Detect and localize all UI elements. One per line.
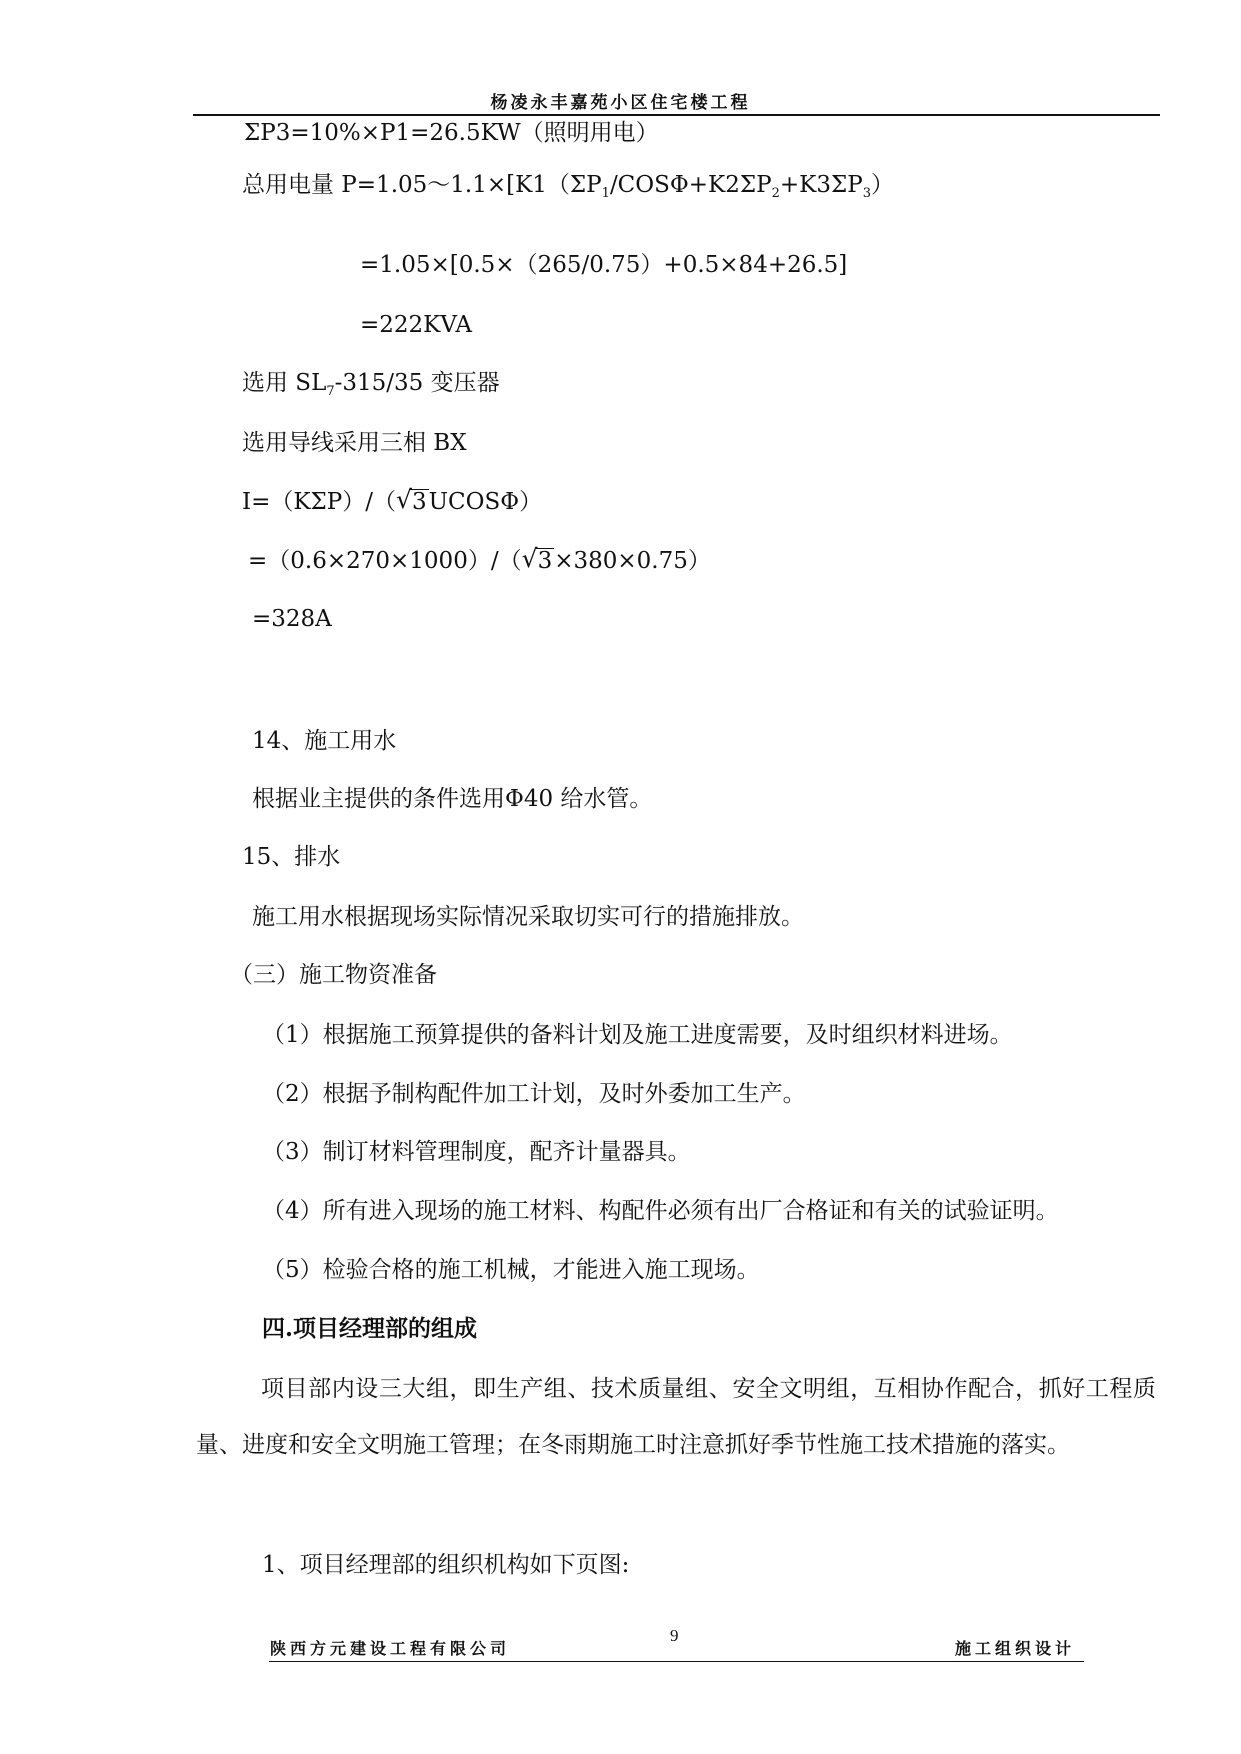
calc-total-sub2: 2 [771,186,780,201]
calc-total-mid1: /COSΦ+K2ΣP [609,172,772,198]
footer-doc-type: 施工组织设计 [955,1639,1076,1658]
section-materials-title: （三）施工物资准备 [230,962,437,988]
materials-item: （1）根据施工预算提供的备料计划及施工进度需要，及时组织材料进场。 [262,1022,1013,1048]
calc-total-suffix: ） [870,172,894,198]
calc-p3-line: ΣP3=10%×P1=26.5KW（照明用电） [244,120,659,146]
section-water-text: 根据业主提供的条件选用Φ40 给水管。 [252,786,653,812]
calc-current-eq-suffix: ×380×0.75） [554,548,711,574]
calc-transformer-line [242,368,500,398]
footer-page-number: 9 [670,1626,679,1645]
calc-transformer-sub: 7 [326,384,335,399]
materials-item: （5）检验合格的施工机械，才能进入施工现场。 [262,1257,760,1283]
section-water-title: 14、施工用水 [252,728,397,754]
calc-current-result: =328A [252,606,332,632]
section-dept-heading: 四.项目经理部的组成 [262,1315,478,1342]
calc-current-prefix: I=（KΣP）/（ [242,489,397,515]
calc-wire-line: 选用导线采用三相 BX [242,430,467,456]
sqrt-symbol: √ 3 [396,485,427,515]
calc-current-suffix: UCOSΦ） [428,489,543,515]
calc-current-formula [242,487,542,517]
header-title: 杨凌永丰嘉苑小区住宅楼工程 [490,93,751,113]
sqrt-symbol: √ 3 [521,544,553,574]
section-dept-paragraph: 项目部内设三大组，即生产组、技术质量组、安全文明组，互相协作配合，抓好工程质量、进度和安全文明施工管理；在冬雨期施工时注意抓好季节性施工技术措施的落实。 [196,1376,1156,1458]
section-drain-text: 施工用水根据现场实际情况采取切实可行的措施排放。 [252,904,804,930]
calc-current-eq-prefix: =（0.6×270×1000）/（ [248,548,522,574]
calc-total-mid2: +K3ΣP [779,172,863,198]
calc-total-result: =222KVA [360,312,473,338]
calc-total-sub3: 3 [862,186,871,201]
calc-total-sub1: 1 [601,186,610,201]
footer-rule [269,1661,1084,1662]
calc-total-equation: =1.05×[0.5×（265/0.75）+0.5×84+26.5] [360,252,848,278]
calc-transformer-suffix: -315/35 变压器 [334,370,500,396]
header-rule [193,114,1160,116]
calc-total-prefix: 总用电量 P=1.05～1.1×[K1（ΣP [242,172,602,198]
calc-total-formula [242,170,894,200]
section-org-chart-note: 1、项目经理部的组织机构如下页图: [262,1552,630,1578]
sqrt-radicand: 3 [537,548,553,574]
footer-company: 陕西方元建设工程有限公司 [270,1639,511,1658]
materials-item: （2）根据予制构配件加工计划，及时外委加工生产。 [262,1081,806,1107]
sqrt-radicand: 3 [412,489,427,515]
materials-item: （3）制订材料管理制度，配齐计量器具。 [262,1139,691,1165]
calc-current-equation [248,546,711,576]
materials-item: （4）所有进入现场的施工材料、构配件必须有出厂合格证和有关的试验证明。 [262,1198,1059,1224]
calc-transformer-prefix: 选用 SL [242,370,327,396]
section-drain-title: 15、排水 [242,844,341,870]
